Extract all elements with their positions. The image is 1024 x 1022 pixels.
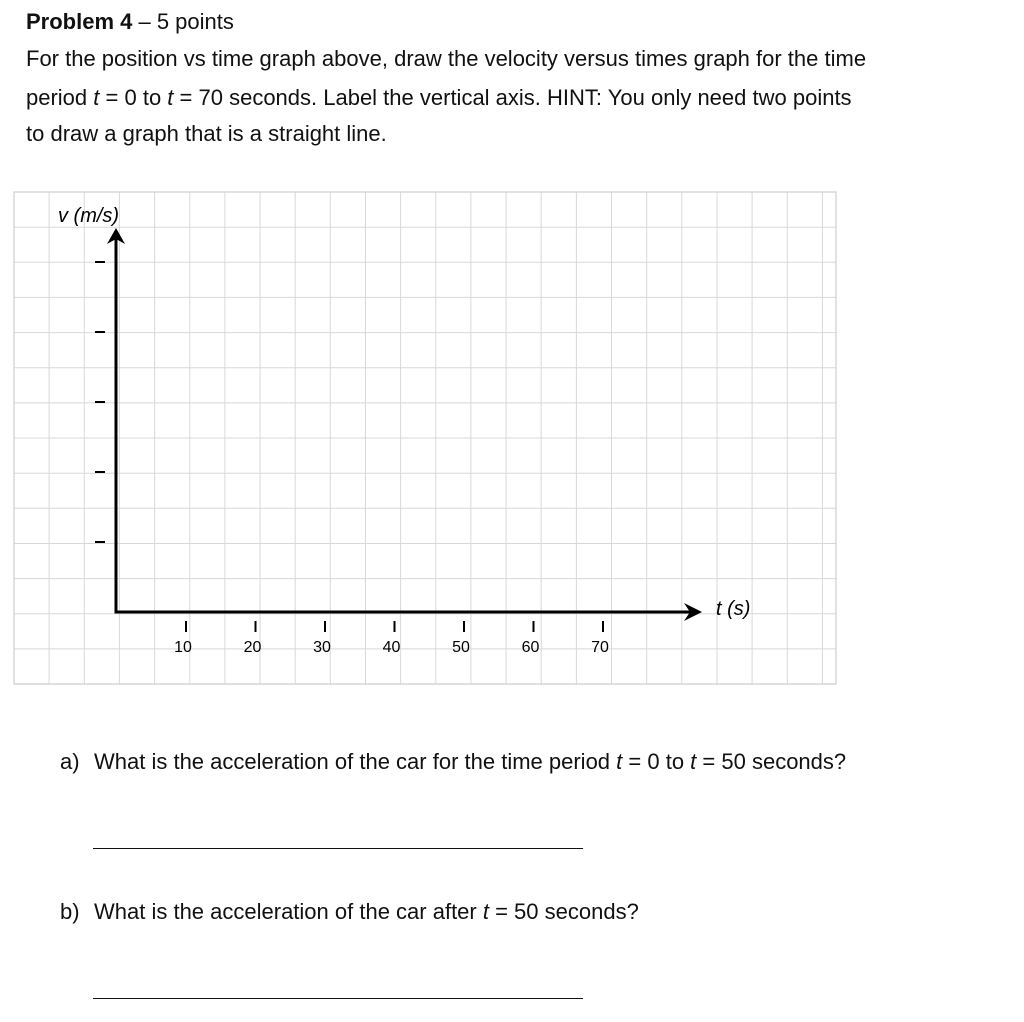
x-tick-label: 30 [313,639,331,656]
question-b-text: What is the acceleration of the car after [94,899,483,924]
variable-t: t [93,85,100,110]
instructions-text: = 70 seconds. Label the vertical axis. HINT: You only need two points [173,85,852,110]
x-tick-label: 40 [382,639,401,656]
question-a-text: What is the acceleration of the car for the time period [94,749,617,774]
variable-t: t [616,749,623,774]
variable-t: t [690,749,697,774]
x-tick-label: 20 [243,639,262,656]
x-axis-label: t (s) [716,598,751,620]
question-b-text: = 50 seconds? [488,899,639,924]
x-axis-ticks [174,621,609,656]
x-tick-label: 10 [174,639,192,656]
question-a [60,748,846,776]
x-tick-label: 70 [591,639,609,656]
question-b [60,898,639,926]
instructions-text: = 0 to [99,85,168,110]
answer-line-a[interactable] [93,848,583,849]
instructions-line-1: For the position vs time graph above, draw the velocity versus times graph for the time [26,46,867,71]
question-a-text: = 0 to [622,749,691,774]
y-axis-label: v (m/s) [58,205,120,227]
question-a-letter: a) [60,749,80,774]
variable-t: t [482,899,489,924]
graph-grid [14,192,836,684]
question-a-text: = 50 seconds? [696,749,847,774]
variable-t: t [167,85,174,110]
instructions-text: period [26,85,94,110]
problem-points: – 5 points [132,9,234,34]
problem-number: Problem 4 [26,9,133,34]
x-tick-label: 50 [452,639,470,656]
answer-line-b[interactable] [93,998,583,999]
instructions-line-3: to draw a graph that is a straight line. [26,121,387,146]
y-axis-ticks [95,262,105,542]
x-tick-label: 60 [521,639,540,656]
question-b-letter: b) [60,899,80,924]
